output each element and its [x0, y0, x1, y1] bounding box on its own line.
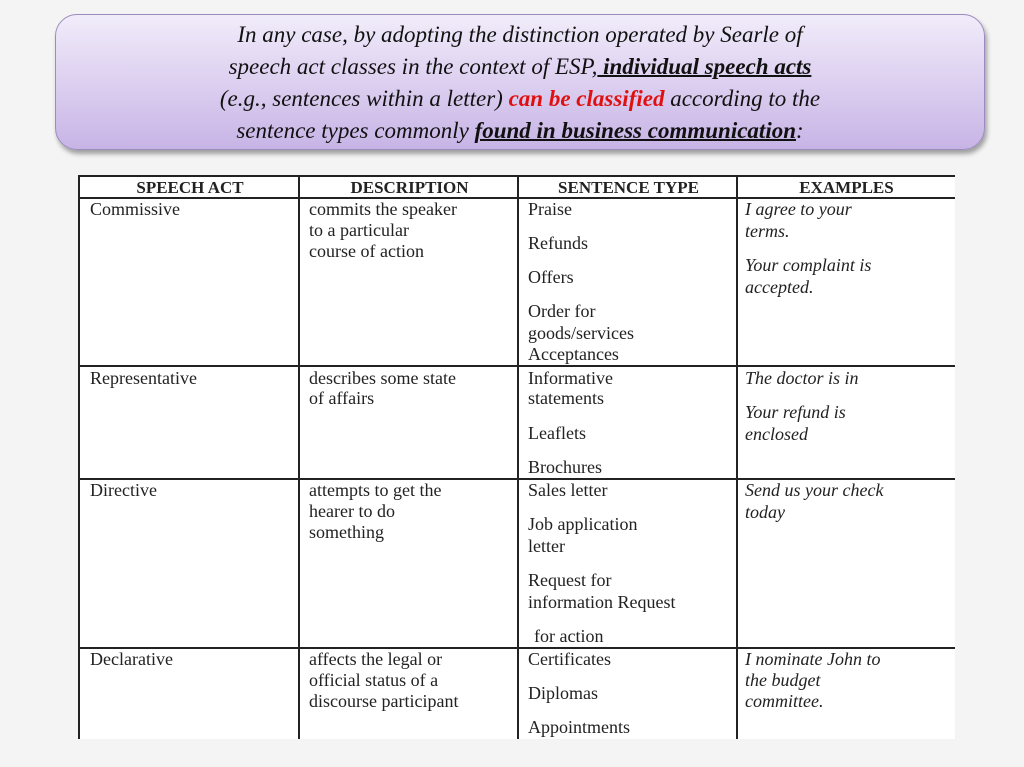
description-line: hearer to do: [309, 501, 395, 521]
description-line: of affairs: [309, 388, 375, 408]
callout-line-2: [56, 51, 984, 83]
example-line: Your complaint is: [745, 255, 872, 275]
example-line: terms.: [745, 221, 790, 241]
sentence-type-line: Brochures: [528, 457, 602, 477]
example-line: Your refund is: [745, 402, 846, 422]
sentence-type-line: Acceptances: [528, 344, 619, 364]
sentence-type-line: goods/services: [528, 323, 634, 343]
sentence-type-line: letter: [528, 536, 565, 556]
description-line: official status of a: [309, 670, 439, 690]
speech-act-cell: Declarative: [90, 649, 173, 669]
sentence-type-line: Informative: [528, 368, 613, 388]
emphasis-text: individual speech acts: [597, 54, 812, 79]
sentence-type-line: Sales letter: [528, 480, 608, 500]
callout-line-4: [56, 115, 984, 147]
sentence-type-line: Praise: [528, 199, 572, 219]
highlight-text: can be classified: [508, 86, 665, 111]
example-line: Send us your check: [745, 480, 884, 500]
speech-act-cell: Representative: [90, 368, 197, 388]
callout-text: speech act classes in the context of ESP,: [228, 54, 598, 79]
callout-line-3: [56, 83, 984, 115]
example-line: today: [745, 502, 785, 522]
description-line: describes some state: [309, 368, 456, 388]
callout-text: sentence types commonly: [236, 118, 475, 143]
callout-text: :: [796, 118, 804, 143]
speech-act-table: [78, 175, 955, 739]
sentence-type-line: Refunds: [528, 233, 588, 253]
description-line: course of action: [309, 241, 424, 261]
sentence-type-line: Diplomas: [528, 683, 598, 703]
header-description: DESCRIPTION: [350, 178, 469, 197]
header-sentence-type: SENTENCE TYPE: [558, 178, 699, 197]
speech-act-cell: Commissive: [90, 199, 181, 219]
example-line: I agree to your: [745, 199, 852, 219]
intro-callout: [55, 14, 985, 150]
sentence-type-line: statements: [528, 388, 604, 408]
emphasis-text: found in business communication: [474, 118, 796, 143]
description-line: affects the legal or: [309, 649, 443, 669]
header-speech-act: SPEECH ACT: [136, 178, 244, 197]
row-divider: [80, 365, 955, 367]
description-line: something: [309, 522, 384, 542]
example-line: The doctor is in: [745, 368, 859, 388]
sentence-type-line: Job application: [528, 514, 638, 534]
sentence-type-line: Order for: [528, 301, 596, 321]
example-line: committee.: [745, 691, 824, 711]
sentence-type-line: Appointments: [528, 717, 630, 737]
sentence-type-line: Leaflets: [528, 423, 586, 443]
callout-line-1: In any case, by adopting the distinction operated by Searle of: [237, 22, 803, 47]
sentence-type-line: Certificates: [528, 649, 611, 669]
callout-text: according to the: [664, 86, 821, 111]
sentence-type-line: Offers: [528, 267, 574, 287]
example-line: the budget: [745, 670, 821, 690]
speech-act-cell: Directive: [90, 480, 157, 500]
example-line: enclosed: [745, 424, 808, 444]
sentence-type-line: Request for: [528, 570, 612, 590]
description-line: attempts to get the: [309, 480, 442, 500]
sentence-type-line: information Request: [528, 592, 676, 612]
header-examples: EXAMPLES: [799, 178, 894, 197]
example-line: I nominate John to: [745, 649, 881, 669]
sentence-type-line: for action: [534, 626, 604, 646]
example-line: accepted.: [745, 277, 814, 297]
description-line: commits the speaker: [309, 199, 457, 219]
callout-text: (e.g., sentences within a letter): [219, 86, 509, 111]
description-line: discourse participant: [309, 691, 459, 711]
description-line: to a particular: [309, 220, 409, 240]
